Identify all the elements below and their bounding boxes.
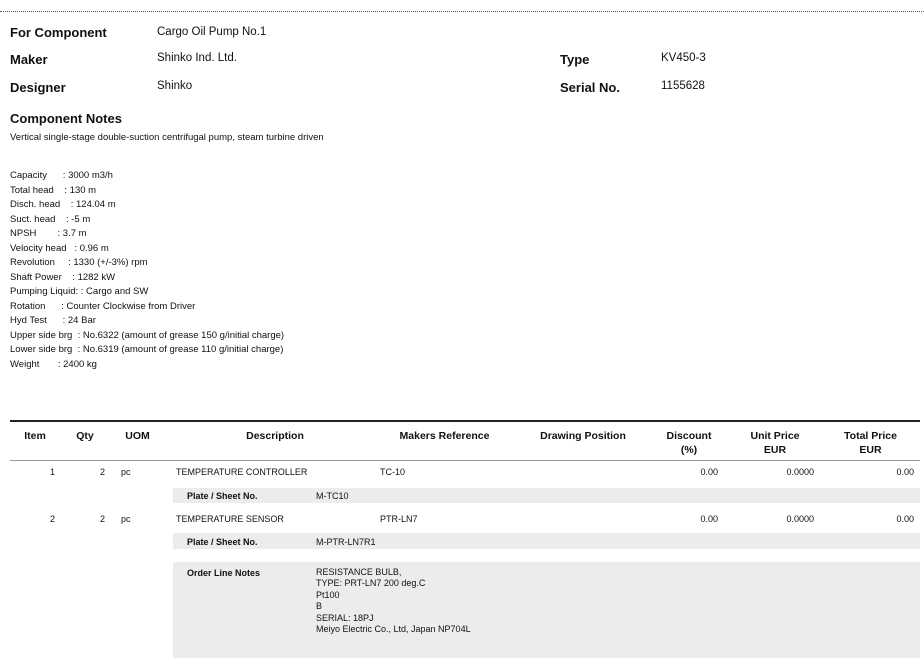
- row2-uom: pc: [121, 514, 131, 524]
- row2-plate-value: M-PTR-LN7R1: [316, 537, 376, 547]
- row1-unit-price: 0.0000: [786, 467, 814, 477]
- row2-discount: 0.00: [700, 514, 718, 524]
- row2-order-notes-band: [173, 562, 920, 658]
- maker-value: Shinko Ind. Ltd.: [157, 52, 237, 64]
- type-label: Type: [560, 52, 590, 67]
- component-specs: Capacity : 3000 m3/h Total head : 130 m Disch. head : 124.04 m Suct. head : -5 m NPSH : 3.7 m Velocity head : 0.96 m Revolution : 1330 (+/-3%) rpm Shaft Power : 1282 kW Pumping Liquid: : Cargo and SW Rotation : Counter Clockwise from Driver Hyd Test : 24 Bar Upper side brg : No.6322 (amount of grease 150 g/initial charge) Lower side brg : No.6319 (amount of grease 110 g/initial charge) Weight : 2400 kg: [10, 170, 285, 370]
- col-makers-reference-header: Makers Reference: [399, 430, 490, 442]
- row1-plate-band: [173, 488, 920, 503]
- table-header: [10, 421, 920, 461]
- component-notes-title: Component Notes: [10, 111, 122, 126]
- col-discount-header: [649, 429, 729, 457]
- row2-unit-price: 0.0000: [786, 514, 814, 524]
- row1-discount: 0.00: [700, 467, 718, 477]
- unit-price-header-line2: EUR: [763, 444, 787, 456]
- type-value: KV450-3: [661, 52, 706, 64]
- for-component-value: Cargo Oil Pump No.1: [157, 26, 267, 38]
- col-unit-price-header: [729, 429, 821, 457]
- for-component-label: For Component: [10, 25, 107, 40]
- col-item-header: Item: [24, 430, 46, 442]
- total-price-header-line1: Total Price: [844, 430, 897, 442]
- row2-qty: 2: [99, 514, 105, 524]
- row1-description: TEMPERATURE CONTROLLER: [176, 467, 308, 477]
- row2-item: 2: [49, 514, 55, 524]
- maker-label: Maker: [10, 52, 48, 67]
- table-header-bottom-rule: [10, 460, 920, 461]
- row2-description: TEMPERATURE SENSOR: [176, 514, 284, 524]
- row1-total-price: 0.00: [896, 467, 914, 477]
- unit-price-header-line1: Unit Price: [750, 430, 800, 442]
- row2-total-price: 0.00: [896, 514, 914, 524]
- row1-qty: 2: [99, 467, 105, 477]
- row2-plate-label: Plate / Sheet No.: [187, 537, 258, 547]
- col-qty-header: Qty: [76, 430, 94, 442]
- total-price-header-line2: EUR: [859, 444, 882, 456]
- serial-value: 1155628: [661, 80, 705, 92]
- row1-plate-label: Plate / Sheet No.: [187, 491, 258, 501]
- col-total-price-header: [821, 429, 920, 457]
- component-notes-description: Vertical single-stage double-suction centrifugal pump, steam turbine driven: [10, 132, 324, 143]
- order-line-notes-text: RESISTANCE BULB, TYPE: PRT-LN7 200 deg.C Pt100 B SERIAL: 18PJ Meiyo Electric Co., Ltd, Japan NP704L: [316, 567, 471, 635]
- order-line-notes-label: Order Line Notes: [187, 568, 261, 578]
- designer-label: Designer: [10, 80, 66, 95]
- discount-header-line1: Discount: [666, 430, 712, 442]
- serial-label: Serial No.: [560, 80, 620, 95]
- col-drawing-position-header: Drawing Position: [540, 430, 626, 442]
- col-description-header: Description: [246, 430, 304, 442]
- row1-item: 1: [49, 467, 55, 477]
- row2-plate-band: [173, 533, 920, 549]
- row1-makers-reference: TC-10: [380, 467, 406, 477]
- discount-header-line2: (%): [680, 444, 698, 456]
- row1-plate-value: M-TC10: [316, 491, 349, 501]
- top-dotted-rule: [0, 11, 924, 12]
- col-uom-header: UOM: [125, 430, 150, 442]
- row2-makers-reference: PTR-LN7: [380, 514, 418, 524]
- row1-uom: pc: [121, 467, 131, 477]
- designer-value: Shinko: [157, 80, 193, 92]
